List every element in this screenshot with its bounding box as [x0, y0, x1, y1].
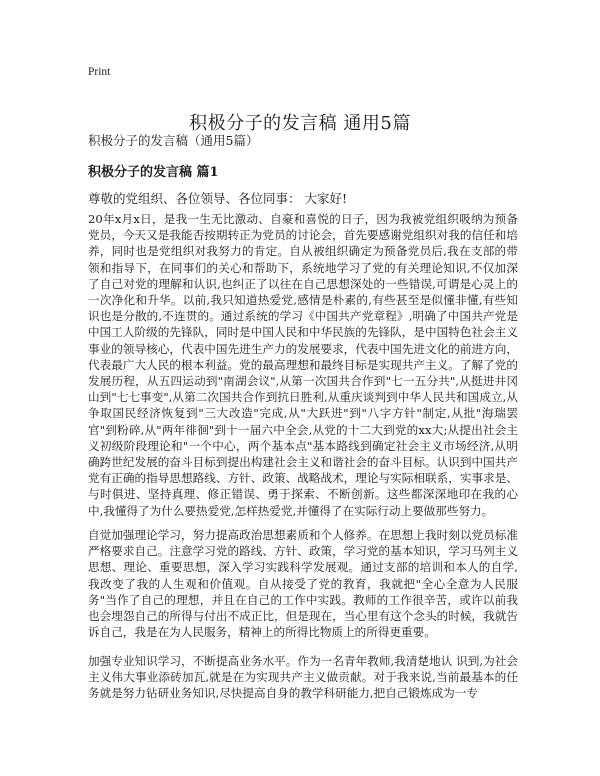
paragraph-2: 自觉加强理论学习，努力提高政治思想素质和个人修养。在思想上我时刻以党员标准严格要求自己。注意学习党的路线、方针、政策，学习党的基本知识，学习马列主义思想、理论、重要思想，深入学习实践科学发展观。通过支部的培训和本人的自学,我改变了我的人生观和价值观。自从接受了党的教育，我就把"全心全意为人民服务"当作了自己的理想，并且在自己的工作中实践。教师的工作很辛苦，或许以前我也会埋怨自己的所得与付出不成正比，但是现在，当心里有这个念头的时候，我就告诉自己，我是在为人民服务，精神上的所得比物质上的所得更重要。: [88, 528, 518, 640]
document-subtitle: 积极分子的发言稿（通用5篇）: [88, 133, 259, 148]
document-title: 积极分子的发言稿 通用5篇: [189, 113, 411, 135]
greeting-line: 尊敬的党组织、各位领导、各位同事： 大家好!: [88, 191, 347, 206]
paragraph-3: 加强专业知识学习，不断提高业务水平。作为一名青年教师,我清楚地认 识到,为社会主义伟大事业添砖加瓦,就是在为实现共产主义做贡献。对于我来说,当前最基本的任务就是努力钻研业务知识,尽快提高自身的教学科研能力,把自己锻炼成为一专: [88, 654, 518, 701]
print-link[interactable]: Print: [88, 66, 111, 78]
section-heading: 积极分子的发言稿 篇1: [88, 165, 219, 180]
paragraph-1: 20年x月x日，是我一生无比激动、自豪和喜悦的日子，因为我被党组织吸纳为预备党员，今天又是我能否按期转正为党员的讨论会，首先要感谢党组织对我的信任和培养，同时也是党组织对我努力的肯定。自从被组织确定为预备党员后,我在支部的带领和指导下，在同事们的关心和帮助下，系统地学习了党的有关理论知识,不仅加深了自己对党的理解和认识,也纠正了以往在自己思想深处的一些错误,可谓是心灵上的一次净化和升华。以前,我只知道热爱党,感情是朴素的,有些甚至是似懂非懂,有些知识也是分散的,不连贯的。通过系统的学习《中国共产党章程》,明确了中国共产党是中国工人阶级的先锋队，同时是中国人民和中华民族的先锋队，是中国特色社会主义事业的领导核心，代表中国先进生产力的发展要求，代表中国先进文化的前进方向，代表最广大人民的根本利益。党的最高理想和最终目标是实现共产主义。了解了党的发展历程，从五四运动到"南湖会议",从第一次国共合作到"七一五分共",从挺进井冈山到"七七事变",从第二次国共合作到抗日胜利,从重庆谈判到中华人民共和国成立,从争取国民经济恢复到"三大改造"完成,从"大跃进"到"八字方针"制定,从批"海瑞罢官"到粉碎,从"两年徘徊"到十一届六中全会,从党的十二大到党的xx大;从提出社会主义初级阶段理论和"一个中心，两个基本点"基本路线到确定社会主义市场经济,从明确跨世纪发展的奋斗目标到提出构建社会主义和谐社会的奋斗目标。认识到中国共产党有正确的指导思想路线、方针、政策、战略战术，理论与实际相联系，实事求是、与时俱进、坚持真理、修正错误、勇于探索、不断创新。这些都深深地印在我的心中,我懂得了为什么要热爱党,怎样热爱党,并懂得了在实际行动上要做那些努力。: [88, 212, 518, 518]
